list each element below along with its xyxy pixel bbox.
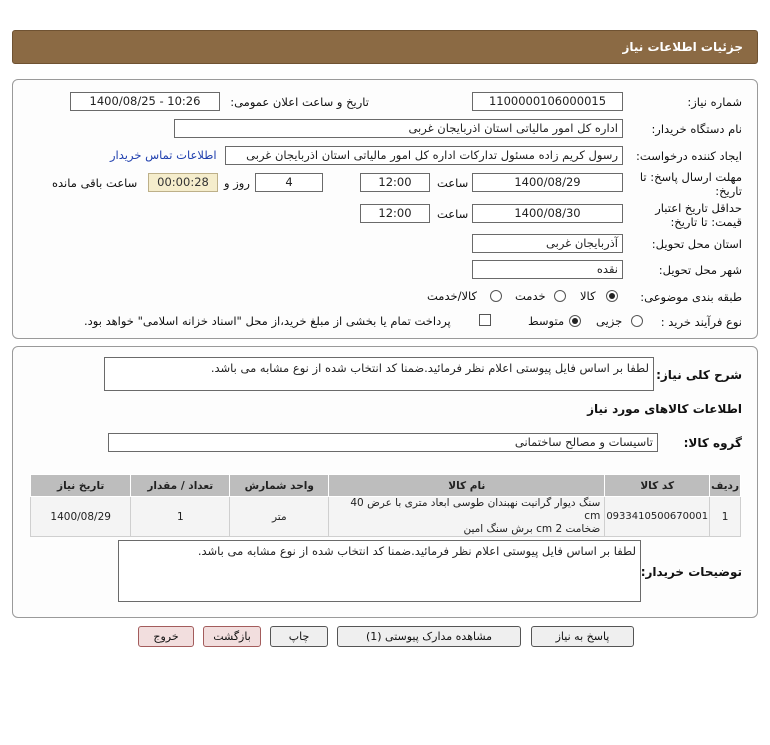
table-row (31, 497, 741, 537)
cell-code: 0933410500670001 (605, 497, 710, 537)
price-validity-label-date: قیمت: تا تاریخ: (670, 215, 742, 229)
col-qty: تعداد / مقدار (131, 475, 230, 497)
reply-time-field: 12:00 (360, 173, 430, 192)
buyer-org-label: نام دستگاه خریدار: (651, 122, 742, 136)
remaining-time-label: ساعت باقی مانده (52, 176, 138, 190)
purchase-process-label: نوع فرآیند خرید : (660, 315, 742, 329)
category-label: طبقه بندی موضوعی: (640, 290, 742, 304)
buyer-org-field: اداره کل امور مالیاتی استان اذربایجان غربی (174, 119, 623, 138)
buyer-notes-label: توضیحات خریدار: (640, 565, 742, 579)
delivery-city-label: شهر محل تحویل: (658, 263, 742, 277)
treasury-payment-note: پرداخت تمام یا بخشی از مبلغ خرید،از محل "اسناد خزانه اسلامی" خواهد بود. (84, 314, 451, 328)
col-row: ردیف (710, 475, 741, 497)
exit-button[interactable]: خروج (138, 626, 194, 647)
category-goods-radio[interactable] (606, 290, 618, 302)
process-minor-label: جزیی (596, 314, 623, 328)
print-button[interactable]: چاپ (270, 626, 328, 647)
back-button[interactable]: بازگشت (203, 626, 261, 647)
announce-datetime-field: 1400/08/25 - 10:26 (70, 92, 220, 111)
need-number-field: 1100000106000015 (472, 92, 623, 111)
need-number-label: شماره نیاز: (687, 95, 742, 109)
delivery-province-field: آذربایجان غربی (472, 234, 623, 253)
col-name: نام کالا (329, 475, 605, 497)
delivery-city-field: نقده (472, 260, 623, 279)
reply-deadline-label-date: تاریخ: (715, 184, 742, 198)
remaining-time-field: 00:00:28 (148, 173, 218, 192)
buyer-notes-field: لطفا بر اساس فایل پیوستی اعلام نظر فرمائید.ضمنا کد انتخاب شده از نوع مشابه می باشد. (118, 540, 641, 602)
goods-section-title: اطلاعات کالاهای مورد نیاز (587, 402, 742, 416)
cell-row: 1 (710, 497, 741, 537)
remaining-days-field: 4 (255, 173, 323, 192)
cell-date: 1400/08/29 (31, 497, 131, 537)
buyer-contact-link[interactable]: اطلاعات تماس خریدار (110, 148, 217, 162)
reply-button[interactable]: پاسخ به نیاز (531, 626, 634, 647)
treasury-payment-checkbox[interactable] (479, 314, 491, 326)
price-validity-label: حداقل تاریخ اعتبار (655, 201, 742, 215)
price-validity-time-label: ساعت (437, 207, 469, 221)
reply-deadline-label: مهلت ارسال پاسخ: تا (639, 170, 742, 184)
page-title: جزئیات اطلاعات نیاز (622, 40, 743, 54)
cell-unit: متر (230, 497, 329, 537)
category-service-label: خدمت (515, 289, 546, 303)
announce-datetime-label: تاریخ و ساعت اعلان عمومی: (230, 95, 369, 109)
goods-group-field: تاسیسات و مصالح ساختمانی (108, 433, 658, 452)
category-goods-service-radio[interactable] (490, 290, 502, 302)
cell-name (329, 497, 605, 537)
process-medium-label: متوسط (528, 314, 565, 328)
category-service-radio[interactable] (554, 290, 566, 302)
description-label: شرح کلی نیاز: (656, 368, 742, 382)
process-medium-radio[interactable] (569, 315, 581, 327)
category-goods-service-label: کالا/خدمت (427, 289, 478, 303)
header-bar (12, 30, 758, 64)
view-attachments-button[interactable]: مشاهده مدارک پیوستی (1) (337, 626, 521, 647)
col-date: تاریخ نیاز (31, 475, 131, 497)
goods-table (30, 474, 741, 537)
delivery-province-label: استان محل تحویل: (651, 237, 742, 251)
requester-label: ایجاد کننده درخواست: (636, 149, 742, 163)
cell-qty: 1 (131, 497, 230, 537)
requester-field: رسول کریم زاده مسئول تدارکات اداره کل امور مالیاتی استان اذربایجان غربی (225, 146, 623, 165)
reply-date-field: 1400/08/29 (472, 173, 623, 192)
price-validity-time-field: 12:00 (360, 204, 430, 223)
goods-group-label: گروه کالا: (683, 436, 742, 450)
process-minor-radio[interactable] (631, 315, 643, 327)
col-code: کد کالا (605, 475, 710, 497)
cell-name-line2: ضخامت 2 cm برش سنگ امین (463, 523, 601, 535)
description-field: لطفا بر اساس فایل پیوستی اعلام نظر فرمائید.ضمنا کد انتخاب شده از نوع مشابه می باشد. (104, 357, 654, 391)
col-unit: واحد شمارش (230, 475, 329, 497)
price-validity-date-field: 1400/08/30 (472, 204, 623, 223)
cell-name-line1: سنگ دیوار گرانیت نهبندان طوسی ابعاد متری با عرض 40 cm (350, 497, 601, 522)
category-goods-label: کالا (580, 289, 596, 303)
days-label: روز و (224, 176, 250, 190)
table-header-row (31, 475, 741, 497)
reply-time-label: ساعت (437, 176, 469, 190)
